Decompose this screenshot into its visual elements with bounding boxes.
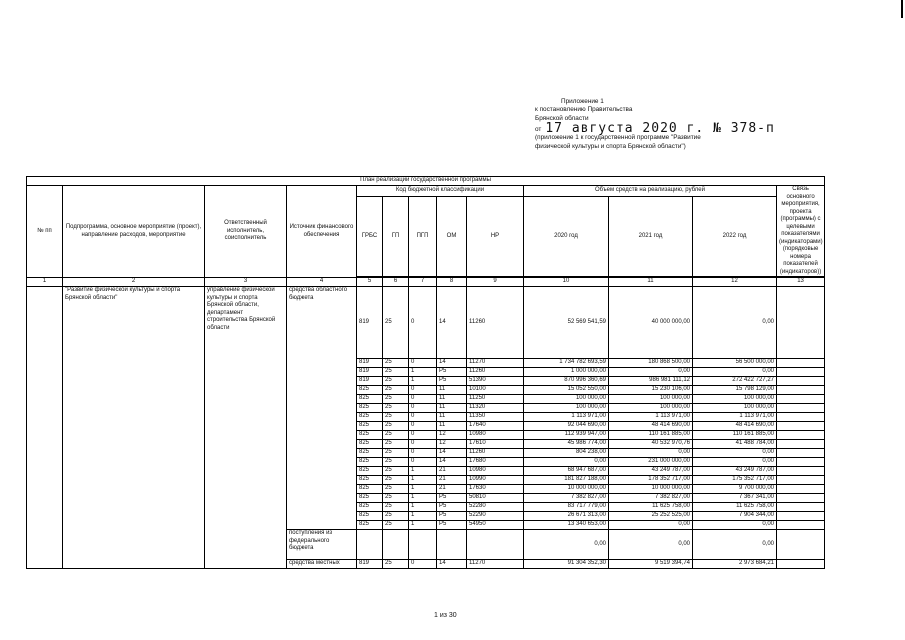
om-cell: 11 [437,386,467,395]
amount-2021-cell: 11 625 758,00 [609,503,693,512]
amount-2021-cell: 110 161 885,00 [609,431,693,440]
nr-cell: 10990 [467,476,524,485]
header-line: физической культуры и спорта Брянской области") [535,142,686,150]
link-cell [777,377,825,386]
header-line: Брянской области [535,114,589,122]
edge-mark [901,0,903,18]
gp-cell: 25 [383,449,409,458]
header-line: (приложение 1 к государственной программе "Развитие [535,134,701,142]
column-number-cell: 3 [205,278,287,287]
nr-cell: 11260 [467,287,524,359]
document-header [535,98,775,151]
amount-2022-cell: 15 798 129,00 [693,386,777,395]
amount-2021-cell: 1 113 971,00 [609,413,693,422]
grbs-cell: 825 [357,485,383,494]
grbs-cell: 819 [357,287,383,359]
amount-2020-cell: 15 052 550,00 [524,386,609,395]
grbs-cell: 819 [357,359,383,368]
pgp-cell [409,530,437,560]
col-2021-header: 2021 год [609,196,693,276]
amount-2020-cell: 100 000,00 [524,395,609,404]
column-number-cell: 6 [383,278,409,287]
amount-2022-cell: 0,00 [693,458,777,467]
om-cell: 14 [437,287,467,359]
om-cell: P5 [437,512,467,521]
amount-2022-cell: 0,00 [693,287,777,359]
column-number-cell: 4 [287,278,357,287]
amount-2021-cell: 178 352 717,00 [609,476,693,485]
nr-cell: 52280 [467,503,524,512]
link-cell [777,431,825,440]
link-cell [777,530,825,560]
amount-2020-cell: 83 717 779,00 [524,503,609,512]
amount-2021-cell: 0,00 [609,368,693,377]
grbs-cell: 825 [357,494,383,503]
funds-group-header: Объем средств на реализацию, рублей [524,186,777,197]
amount-2020-cell: 112 939 947,00 [524,431,609,440]
column-number-cell: 13 [777,278,825,287]
nr-cell: 54950 [467,521,524,530]
col-grbs-header: ГРБС [357,196,383,276]
amount-2022-cell: 9 700 000,00 [693,485,777,494]
amount-2021-cell: 43 249 787,00 [609,467,693,476]
pgp-cell: 0 [409,560,437,569]
amount-2022-cell: 110 161 885,00 [693,431,777,440]
grbs-cell: 825 [357,512,383,521]
pgp-cell: 0 [409,458,437,467]
amount-2020-cell: 1 000 000,00 [524,368,609,377]
gp-cell: 25 [383,440,409,449]
link-cell [777,521,825,530]
pgp-cell: 0 [409,413,437,422]
amount-2021-cell: 100 000,00 [609,404,693,413]
col-pgp-header: ПГП [409,196,437,276]
gp-cell: 25 [383,521,409,530]
gp-cell: 25 [383,368,409,377]
om-cell: P5 [437,377,467,386]
amount-2022-cell: 48 414 690,00 [693,422,777,431]
pgp-cell: 1 [409,467,437,476]
amount-2021-cell: 9 519 394,74 [609,560,693,569]
link-cell [777,395,825,404]
amount-2022-cell: 7 367 341,00 [693,494,777,503]
amount-2021-cell: 40 000 000,00 [609,287,693,359]
gp-cell: 25 [383,404,409,413]
amount-2020-cell: 804 238,00 [524,449,609,458]
link-cell [777,449,825,458]
amount-2020-cell: 181 827 188,00 [524,476,609,485]
link-cell [777,512,825,521]
om-cell: 12 [437,440,467,449]
link-cell [777,458,825,467]
amount-2021-cell: 231 000 000,00 [609,458,693,467]
om-cell: 11 [437,404,467,413]
link-cell [777,485,825,494]
link-cell [777,287,825,359]
amount-2022-cell: 11 625 758,00 [693,503,777,512]
link-cell [777,422,825,431]
om-cell: 11 [437,395,467,404]
amount-2020-cell: 0,00 [524,530,609,560]
amount-2022-cell: 0,00 [693,521,777,530]
column-number-row [27,278,825,287]
link-cell [777,368,825,377]
amount-2020-cell: 870 996 360,69 [524,377,609,386]
grbs-cell: 825 [357,449,383,458]
header-date-prefix: от [535,125,542,133]
column-number-cell: 7 [409,278,437,287]
amount-2022-cell: 0,00 [693,449,777,458]
pgp-cell: 1 [409,368,437,377]
column-number-cell: 10 [524,278,609,287]
pgp-cell: 1 [409,521,437,530]
om-cell [437,530,467,560]
om-cell: 14 [437,359,467,368]
nr-cell: 11260 [467,368,524,377]
amount-2022-cell: 43 249 787,00 [693,467,777,476]
grbs-cell: 825 [357,404,383,413]
pgp-cell: 0 [409,422,437,431]
link-cell [777,503,825,512]
amount-2020-cell: 91 304 352,30 [524,560,609,569]
om-cell: 14 [437,458,467,467]
pgp-cell: 0 [409,395,437,404]
link-cell [777,404,825,413]
amount-2020-cell: 100 000,00 [524,404,609,413]
nr-cell: 17610 [467,440,524,449]
col-num-header: № пп [27,186,63,278]
col-2020-header: 2020 год [524,196,609,276]
gp-cell: 25 [383,560,409,569]
om-cell: 11 [437,422,467,431]
pgp-cell: 1 [409,512,437,521]
amount-2020-cell: 68 947 687,00 [524,467,609,476]
pgp-cell: 1 [409,485,437,494]
amount-2021-cell: 25 252 525,00 [609,512,693,521]
amount-2021-cell: 0,00 [609,521,693,530]
col-2022-header: 2022 год [693,196,777,276]
column-number-cell: 5 [357,278,383,287]
amount-2021-cell: 15 230 106,00 [609,386,693,395]
gp-cell: 25 [383,476,409,485]
col-gp-header: ГП [383,196,409,276]
amount-2021-cell: 180 868 500,00 [609,359,693,368]
om-cell: P5 [437,521,467,530]
nr-cell: 11270 [467,359,524,368]
gp-cell [383,530,409,560]
link-cell [777,560,825,569]
amount-2020-cell: 10 000 000,00 [524,485,609,494]
amount-2021-cell: 40 532 970,76 [609,440,693,449]
link-cell [777,440,825,449]
grbs-cell: 819 [357,560,383,569]
num-cell [27,287,63,569]
amount-2022-cell: 175 352 717,00 [693,476,777,485]
gp-cell: 25 [383,359,409,368]
grbs-cell: 825 [357,386,383,395]
amount-2022-cell: 100 000,00 [693,404,777,413]
amount-2021-cell: 7 382 827,00 [609,494,693,503]
amount-2021-cell: 10 000 000,00 [609,485,693,494]
plan-table [26,176,825,569]
om-cell: P5 [437,503,467,512]
source-cell: средства местных [287,560,357,569]
col-nr-header: НР [467,196,524,276]
amount-2020-cell: 52 569 541,59 [524,287,609,359]
nr-cell: 10100 [467,386,524,395]
col-link-header: Связь основного мероприятия, проекта (программы) с целевыми показателями (индикаторами) (порядковые номера показателей (индикаторов)) [777,186,825,277]
amount-2022-cell: 7 904 344,00 [693,512,777,521]
nr-cell: 11270 [467,560,524,569]
pgp-cell: 1 [409,377,437,386]
gp-cell: 25 [383,413,409,422]
gp-cell: 25 [383,503,409,512]
amount-2022-cell: 0,00 [693,368,777,377]
budget-code-group-header: Код бюджетной классификации [357,186,524,197]
nr-cell [467,530,524,560]
om-cell: 21 [437,467,467,476]
grbs-cell: 825 [357,395,383,404]
om-cell: 14 [437,449,467,458]
grbs-cell [357,530,383,560]
source-cell: поступления из федерального бюджета [287,530,357,560]
link-cell [777,467,825,476]
column-number-cell: 12 [693,278,777,287]
pgp-cell: 1 [409,503,437,512]
pgp-cell: 0 [409,449,437,458]
amount-2020-cell: 1 734 782 693,59 [524,359,609,368]
nr-cell: 11350 [467,413,524,422]
om-cell: 14 [437,560,467,569]
col-om-header: ОМ [437,196,467,276]
nr-cell: 10980 [467,467,524,476]
col-source-header: Источник финансового обеспечения [287,186,357,278]
amount-2022-cell: 100 000,00 [693,395,777,404]
grbs-cell: 825 [357,413,383,422]
amount-2022-cell: 41 488 784,00 [693,440,777,449]
pgp-cell: 0 [409,440,437,449]
link-cell [777,386,825,395]
link-cell [777,413,825,422]
nr-cell: 17680 [467,458,524,467]
gp-cell: 25 [383,512,409,521]
amount-2022-cell: 56 500 000,00 [693,359,777,368]
grbs-cell: 825 [357,503,383,512]
om-cell: 21 [437,476,467,485]
grbs-cell: 825 [357,521,383,530]
amount-2021-cell: 986 981 111,12 [609,377,693,386]
grbs-cell: 819 [357,377,383,386]
gp-cell: 25 [383,467,409,476]
amount-2021-cell: 100 000,00 [609,395,693,404]
grbs-cell: 825 [357,476,383,485]
col-program-header: Подпрограмма, основное мероприятие (проект), направление расходов, мероприятие [63,186,205,278]
amount-2020-cell: 1 113 971,00 [524,413,609,422]
handwritten-date: 17 августа 2020 г. № 378-п [545,121,775,137]
nr-cell: 51390 [467,377,524,386]
grbs-cell: 819 [357,368,383,377]
col-responsible-header: Ответственный исполнитель, соисполнитель [205,186,287,278]
gp-cell: 25 [383,431,409,440]
pgp-cell: 0 [409,359,437,368]
gp-cell: 25 [383,377,409,386]
grbs-cell: 825 [357,467,383,476]
nr-cell: 11260 [467,449,524,458]
gp-cell: 25 [383,458,409,467]
pgp-cell: 0 [409,386,437,395]
gp-cell: 25 [383,422,409,431]
nr-cell: 10980 [467,431,524,440]
pgp-cell: 1 [409,476,437,485]
header-line: к постановлению Правительства [535,106,633,114]
gp-cell: 25 [383,287,409,359]
amount-2022-cell: 2 973 684,21 [693,560,777,569]
nr-cell: 17630 [467,485,524,494]
amount-2020-cell: 92 044 690,00 [524,422,609,431]
pgp-cell: 0 [409,287,437,359]
link-cell [777,494,825,503]
pgp-cell: 0 [409,404,437,413]
gp-cell: 25 [383,386,409,395]
pgp-cell: 0 [409,431,437,440]
nr-cell: 52290 [467,512,524,521]
responsible-cell: управление физической культуры и спорта Брянской области, департамент строительства Брянской области [205,287,287,569]
source-cell: средства областного бюджета [287,287,357,530]
nr-cell: 17640 [467,422,524,431]
table-row [27,287,825,359]
program-name-cell: "Развитие физической культуры и спорта Брянской области" [63,287,205,569]
nr-cell: 11320 [467,404,524,413]
amount-2022-cell: 1 113 971,00 [693,413,777,422]
grbs-cell: 825 [357,440,383,449]
gp-cell: 25 [383,485,409,494]
header-date-line [535,121,775,137]
header-line: Приложение 1 [561,98,604,105]
link-cell [777,359,825,368]
amount-2020-cell: 0,00 [524,458,609,467]
om-cell: 21 [437,485,467,494]
grbs-cell: 825 [357,458,383,467]
om-cell: 11 [437,413,467,422]
amount-2021-cell: 0,00 [609,449,693,458]
column-number-cell: 11 [609,278,693,287]
amount-2021-cell: 48 414 690,00 [609,422,693,431]
amount-2022-cell: 272 422 727,27 [693,377,777,386]
table-title: План реализации государственной программы [27,177,825,186]
amount-2020-cell: 45 986 774,00 [524,440,609,449]
gp-cell: 25 [383,395,409,404]
nr-cell: 50810 [467,494,524,503]
column-number-cell: 8 [437,278,467,287]
page-number: 1 из 30 [434,612,457,619]
pgp-cell: 1 [409,494,437,503]
gp-cell: 25 [383,494,409,503]
link-cell [777,476,825,485]
grbs-cell: 825 [357,422,383,431]
column-number-cell: 1 [27,278,63,287]
amount-2022-cell: 0,00 [693,530,777,560]
nr-cell: 11250 [467,395,524,404]
amount-2020-cell: 26 671 313,00 [524,512,609,521]
amount-2021-cell: 0,00 [609,530,693,560]
column-number-cell: 2 [63,278,205,287]
grbs-cell: 825 [357,431,383,440]
om-cell: P5 [437,494,467,503]
column-number-cell: 9 [467,278,524,287]
amount-2020-cell: 7 382 827,00 [524,494,609,503]
amount-2020-cell: 13 340 653,00 [524,521,609,530]
om-cell: 12 [437,431,467,440]
om-cell: P5 [437,368,467,377]
